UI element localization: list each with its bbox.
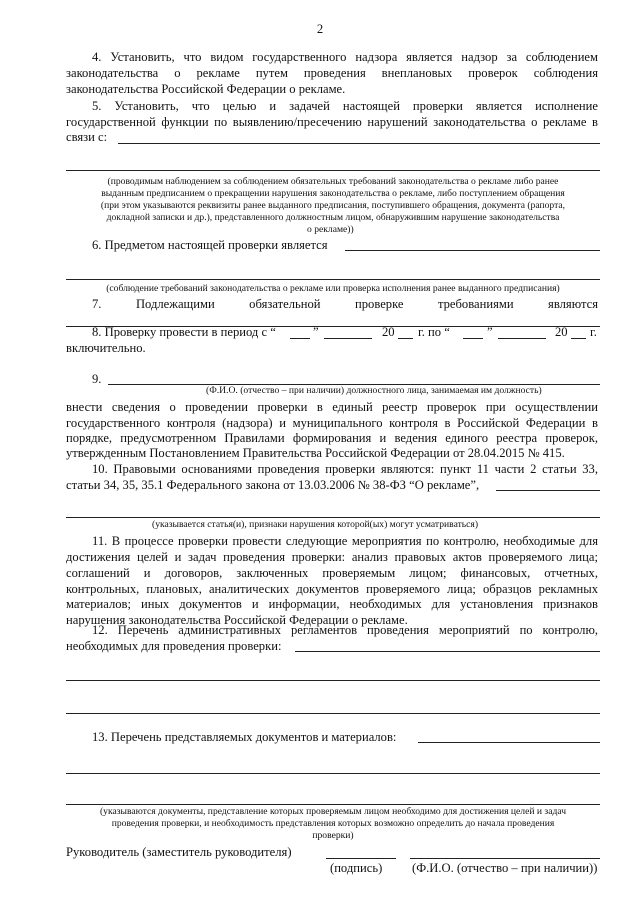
item-12-line-1: 12. Перечень административных регламентов проведения мероприятий по контролю, <box>92 623 598 637</box>
item-5-line-3: связи с: <box>66 130 108 144</box>
item-4-line-2: законодательства о рекламе путем проведения внеплановых проверок соблюдения <box>66 66 598 80</box>
item-10-blank-1 <box>496 490 600 491</box>
item-4-line-3: законодательства Российской Федерации о рекламе. <box>66 82 346 96</box>
item-6-blank-2 <box>66 279 600 280</box>
item-8-year-suffix: г. <box>590 325 597 339</box>
signature-head-label: Руководитель (заместитель руководителя) <box>66 845 292 859</box>
item-11-line-3: соглашений и договоров, заключенных проверяемым лицом; финансовых, отчетных, <box>66 566 598 580</box>
item-11-line-4: контрольных, плановых, аналитических документов проверяемого лица; образцов рекламных <box>66 582 598 596</box>
item-7-text: 7. Подлежащими обязательной проверке требованиями являются <box>92 297 598 311</box>
item-8-year-prefix-1: 20 <box>382 325 395 339</box>
item-12-blank-1 <box>295 651 600 652</box>
item-8-day-to-blank <box>463 338 483 339</box>
item-10-line-2: статьи 34, 35, 35.1 Федерального закона от 13.03.2006 № 38-ФЗ “О рекламе”, <box>66 478 480 492</box>
item-13-note-2: проведения проверки, и необходимость представления которых возможно определить до начала проведения <box>111 818 555 829</box>
item-8-prefix: 8. Проверку провести в период с “ <box>92 325 276 339</box>
item-5-note-2: выданным предписанием о прекращении нарушения законодательства о рекламе, либо поступлением обращения <box>101 188 565 199</box>
item-5-note-5: о рекламе)) <box>307 224 354 235</box>
item-8-month-from-blank <box>324 338 372 339</box>
item-12-blank-3 <box>66 713 600 714</box>
item-6-note: (соблюдение требований законодательства о рекламе или проверка исполнения ранее выданного предписания) <box>106 283 560 294</box>
item-5-note-1: (проводимым наблюдением за соблюдением обязательных требований законодательства о рекламе либо ранее <box>107 176 559 187</box>
item-8-to: г. по “ <box>418 325 450 339</box>
item-8-day-from-blank <box>290 338 310 339</box>
item-6-text: 6. Предметом настоящей проверки является <box>92 238 328 252</box>
item-13-note-1: (указываются документы, представление которых проверяемым лицом необходимо для достижения целей и задач <box>99 806 567 817</box>
item-8-close-quote-1: ” <box>313 325 319 339</box>
item-10-line-1: 10. Правовыми основаниями проведения проверки являются: пункт 11 части 2 статьи 33, <box>92 462 598 476</box>
item-10-note: (указывается статья(и), признаки нарушения которой(ых) могут усматриваться) <box>152 519 479 530</box>
item-13-text: 13. Перечень представляемых документов и материалов: <box>92 730 397 744</box>
item-4-line-1: 4. Установить, что видом государственного надзора является надзор за соблюдением <box>92 50 598 64</box>
item-6-blank-1 <box>345 250 600 251</box>
item-11-line-2: достижения целей и задач проведения проверки: анализ правовых актов проверяемого лица; <box>66 550 598 564</box>
item-8-month-to-blank <box>498 338 546 339</box>
item-12-line-2: необходимых для проведения проверки: <box>66 639 282 653</box>
item-5-line-1: 5. Установить, что целью и задачей настоящей проверки является исполнение <box>92 99 598 113</box>
item-5-blank-1 <box>118 143 600 144</box>
item-9-number: 9. <box>92 372 102 386</box>
item-11-line-1: 11. В процессе проверки провести следующие мероприятия по контролю, необходимые для <box>92 534 598 548</box>
item-5-line-2: государственной функции по выявлению/пресечению нарушений законодательства о рекламе в <box>66 115 598 129</box>
item-9-line-4: утвержденным Постановлением Правительства Российской Федерации от 28.04.2015 № 415. <box>66 446 565 460</box>
item-5-blank-2 <box>66 170 600 171</box>
item-8-inclusive: включительно. <box>66 341 146 355</box>
item-8-close-quote-2: ” <box>487 325 493 339</box>
item-13-note-3: проверки) <box>312 830 354 841</box>
item-8-year-to-blank <box>571 338 586 339</box>
item-9-line-3: порядке, предусмотренном Правилами формирования и ведения единого реестра проверок, <box>66 431 598 445</box>
item-10-blank-2 <box>66 517 600 518</box>
item-8-year-from-blank <box>398 338 413 339</box>
item-13-blank-1 <box>418 742 600 743</box>
item-5-note-4: докладной записки и др.), представленного должностным лицом, обнаружившим нарушение законодательства <box>106 212 560 223</box>
signature-sign-caption: (подпись) <box>330 861 383 875</box>
signature-name-blank <box>410 858 600 859</box>
item-13-blank-2 <box>66 773 600 774</box>
item-8-year-prefix-2: 20 <box>555 325 568 339</box>
item-9-line-2: государственного контроля (надзора) и муниципального контроля в Российской Федерации в <box>66 416 598 430</box>
item-5-note-3: (при этом указываются реквизиты ранее выданного предписания, поступившего обращения, документа (рапорта, <box>100 200 566 211</box>
item-11-line-5: материалов; иных документов и информации, необходимых для установления признаков <box>66 597 598 611</box>
signature-blank <box>326 858 396 859</box>
item-13-blank-3 <box>66 804 600 805</box>
signature-name-caption: (Ф.И.О. (отчество – при наличии)) <box>412 861 598 875</box>
item-12-blank-2 <box>66 680 600 681</box>
page-number: 2 <box>316 22 324 36</box>
item-11-line-6: нарушения законодательства Российской Федерации о рекламе. <box>66 613 408 627</box>
item-9-note: (Ф.И.О. (отчество – при наличии) должностного лица, занимаемая им должность) <box>206 385 542 396</box>
item-9-line-1: внести сведения о проведении проверки в единый реестр проверок при осуществлении <box>66 400 598 414</box>
